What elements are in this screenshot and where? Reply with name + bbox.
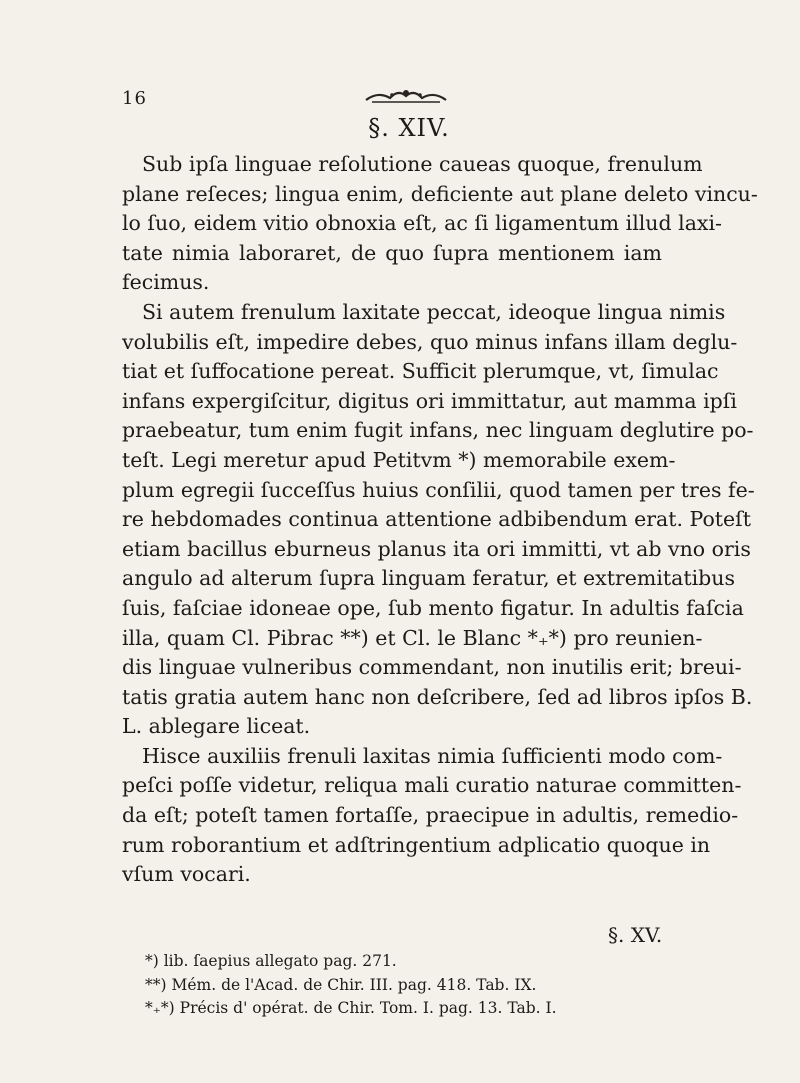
text-line: angulo ad alterum ſupra linguam feratur, et extremitatibus (122, 566, 736, 591)
text-line: tate nimia laboraret, de quo ſupra mentionem iam (122, 240, 662, 265)
text-line: tatis gratia autem hanc non deſcribere, ſed ad libros ipſos B. (122, 684, 753, 709)
text-line: plane reſeces; lingua enim, deficiente aut plane deleto vincu- (122, 181, 758, 206)
text-line: tiat et ſuffocatione pereat. Sufficit plerumque, vt, ſimulac (122, 359, 719, 384)
text-line: Hisce auxiliis frenuli laxitas nimia ſufficienti modo com- (142, 743, 723, 768)
page-number: 16 (122, 88, 147, 109)
section-heading: §. XIV. (368, 114, 450, 142)
text-line: infans expergiſcitur, digitus ori immittatur, aut mamma ipſi (122, 388, 737, 413)
text-line: Sub ipſa linguae reſolutione caueas quoque, frenulum (142, 152, 703, 176)
footnote: *₊*) Précis d' opérat. de Chir. Tom. I. pag. 13. Tab. I. (145, 999, 557, 1017)
text-line: illa, quam Cl. Pibrac **) et Cl. le Blanc *₊*) pro reunien- (122, 625, 703, 650)
text-line: volubilis eſt, impedire debes, quo minus infans illam deglu- (122, 329, 738, 354)
text-line: dis linguae vulneribus commendant, non inutilis erit; breui- (122, 655, 742, 680)
text-line: rum roborantium et adſtringentium adplicatio quoque in (122, 832, 711, 857)
text-line: teſt. Legi meretur apud Petitvm *) memorabile exem- (122, 447, 676, 472)
catchword: §. XV. (608, 923, 663, 947)
text-line: etiam bacillus eburneus planus ita ori immitti, vt ab vno oris (122, 536, 751, 561)
text-line: da eſt; poteſt tamen fortaſſe, praecipue in adultis, remedio- (122, 803, 739, 828)
body-text (122, 150, 758, 890)
text-line: Si autem frenulum laxitate peccat, ideoque lingua nimis (142, 299, 726, 324)
text-line: ſuis, faſciae idoneae ope, ſub mento figatur. In adultis faſcia (122, 595, 744, 620)
text-line: peſci poſſe videtur, reliqua mali curatio naturae committen- (122, 773, 742, 798)
footnote: *) lib. ſaepius allegato pag. 271. (145, 952, 397, 970)
text-line: praebeatur, tum enim fugit infans, nec linguam deglutire po- (122, 418, 754, 443)
footnote: **) Mém. de l'Acad. de Chir. III. pag. 418. Tab. IX. (145, 975, 537, 994)
text-line: re hebdomades continua attentione adbibendum erat. Poteſt (122, 507, 751, 532)
footnotes (145, 950, 665, 1021)
printer-ornament-icon (362, 87, 450, 105)
text-line: vſum vocari. (122, 862, 251, 887)
text-line: fecimus. (122, 270, 210, 295)
text-line: plum egregii ſucceſſus huius conſilii, quod tamen per tres fe- (122, 477, 755, 502)
text-line: L. ablegare liceat. (122, 714, 311, 739)
text-line: lo ſuo, eidem vitio obnoxia eſt, ac ſi ligamentum illud laxi- (122, 211, 722, 236)
